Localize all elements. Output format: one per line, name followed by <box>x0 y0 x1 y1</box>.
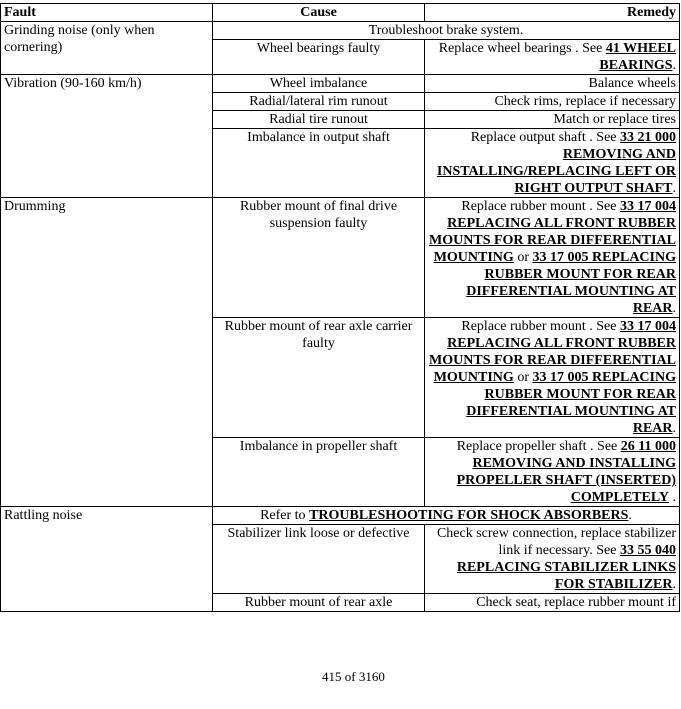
cause-cell: Rubber mount of rear axle carrier faulty <box>213 318 425 438</box>
reference-link[interactable]: 26 11 000 REMOVING AND INSTALLING PROPELLER SHAFT (INSERTED) COMPLETELY <box>456 439 676 505</box>
table-row <box>1 198 680 318</box>
fault-rattling: Rattling noise <box>1 507 213 612</box>
remedy-end: . <box>669 490 676 505</box>
reference-link[interactable]: 33 17 005 REPLACING RUBBER MOUNT FOR REAR DIFFERENTIAL MOUNTING AT REAR <box>466 250 676 316</box>
fault-drumming: Drumming <box>1 198 213 507</box>
table-row <box>1 75 680 93</box>
remedy-text: Check screw connection, replace stabilizer link if necessary. See <box>436 526 676 558</box>
cause-cell: Wheel imbalance <box>213 75 425 93</box>
page-number: 415 of 3160 <box>322 669 385 684</box>
remedy-cell <box>425 198 680 318</box>
cause-cell: Stabilizer link loose or defective <box>213 525 425 594</box>
remedy-text: Replace wheel bearings . See <box>438 41 606 56</box>
remedy-text: Refer to <box>260 508 310 523</box>
table-row <box>1 507 680 525</box>
table-row <box>1 22 680 40</box>
reference-link[interactable]: 33 17 004 REPLACING ALL FRONT RUBBER MOUNTS FOR REAR DIFFERENTIAL MOUNTING <box>429 319 676 385</box>
remedy-end: . <box>672 301 676 316</box>
remedy-cell: Match or replace tires <box>425 111 680 129</box>
remedy-cell <box>425 438 680 507</box>
remedy-end: . <box>672 421 676 436</box>
reference-link[interactable]: 33 17 004 REPLACING ALL FRONT RUBBER MOUNTS FOR REAR DIFFERENTIAL MOUNTING <box>429 199 676 265</box>
header-remedy: Remedy <box>425 4 680 22</box>
remedy-cell: Check seat, replace rubber mount if <box>425 594 680 612</box>
remedy-end: . <box>672 577 676 592</box>
cause-cell: Wheel bearings faulty <box>213 40 425 75</box>
header-fault: Fault <box>1 4 213 22</box>
reference-link[interactable]: 41 WHEEL BEARINGS <box>599 41 676 73</box>
remedy-text: Replace rubber mount . See <box>461 199 620 214</box>
remedy-end: . <box>628 508 632 523</box>
rattling-span-remedy <box>213 507 680 525</box>
remedy-text: Replace rubber mount . See <box>461 319 620 334</box>
remedy-text: Replace propeller shaft . See <box>456 439 621 454</box>
cause-cell: Rubber mount of final drive suspension faulty <box>213 198 425 318</box>
cause-cell: Radial/lateral rim runout <box>213 93 425 111</box>
reference-link[interactable]: 33 21 000 REMOVING AND INSTALLING/REPLACING LEFT OR RIGHT OUTPUT SHAFT <box>436 130 676 196</box>
remedy-cell <box>425 318 680 438</box>
remedy-or: or <box>513 370 533 385</box>
remedy-cell: Check rims, replace if necessary <box>425 93 680 111</box>
fault-vibration: Vibration (90-160 km/h) <box>1 75 213 198</box>
remedy-end: . <box>672 58 676 73</box>
cause-cell: Radial tire runout <box>213 111 425 129</box>
remedy-cell <box>425 40 680 75</box>
remedy-cell: Balance wheels <box>425 75 680 93</box>
reference-link[interactable]: 33 17 005 REPLACING RUBBER MOUNT FOR REAR DIFFERENTIAL MOUNTING AT REAR <box>466 370 676 436</box>
header-row <box>1 4 680 22</box>
remedy-cell <box>425 129 680 198</box>
header-cause: Cause <box>213 4 425 22</box>
troubleshooting-table <box>0 3 680 612</box>
fault-grinding: Grinding noise (only when cornering) <box>1 22 213 75</box>
cause-cell: Imbalance in propeller shaft <box>213 438 425 507</box>
cause-cell: Imbalance in output shaft <box>213 129 425 198</box>
reference-link[interactable]: TROUBLESHOOTING FOR SHOCK ABSORBERS <box>309 508 629 523</box>
remedy-text: Replace output shaft . See <box>470 130 620 145</box>
remedy-cell <box>425 525 680 594</box>
remedy-end: . <box>672 181 676 196</box>
cause-cell: Rubber mount of rear axle <box>213 594 425 612</box>
remedy-or: or <box>513 250 533 265</box>
reference-link[interactable]: 33 55 040 REPLACING STABILIZER LINKS FOR STABILIZER <box>456 543 676 592</box>
grinding-span-remedy: Troubleshoot brake system. <box>213 22 680 40</box>
